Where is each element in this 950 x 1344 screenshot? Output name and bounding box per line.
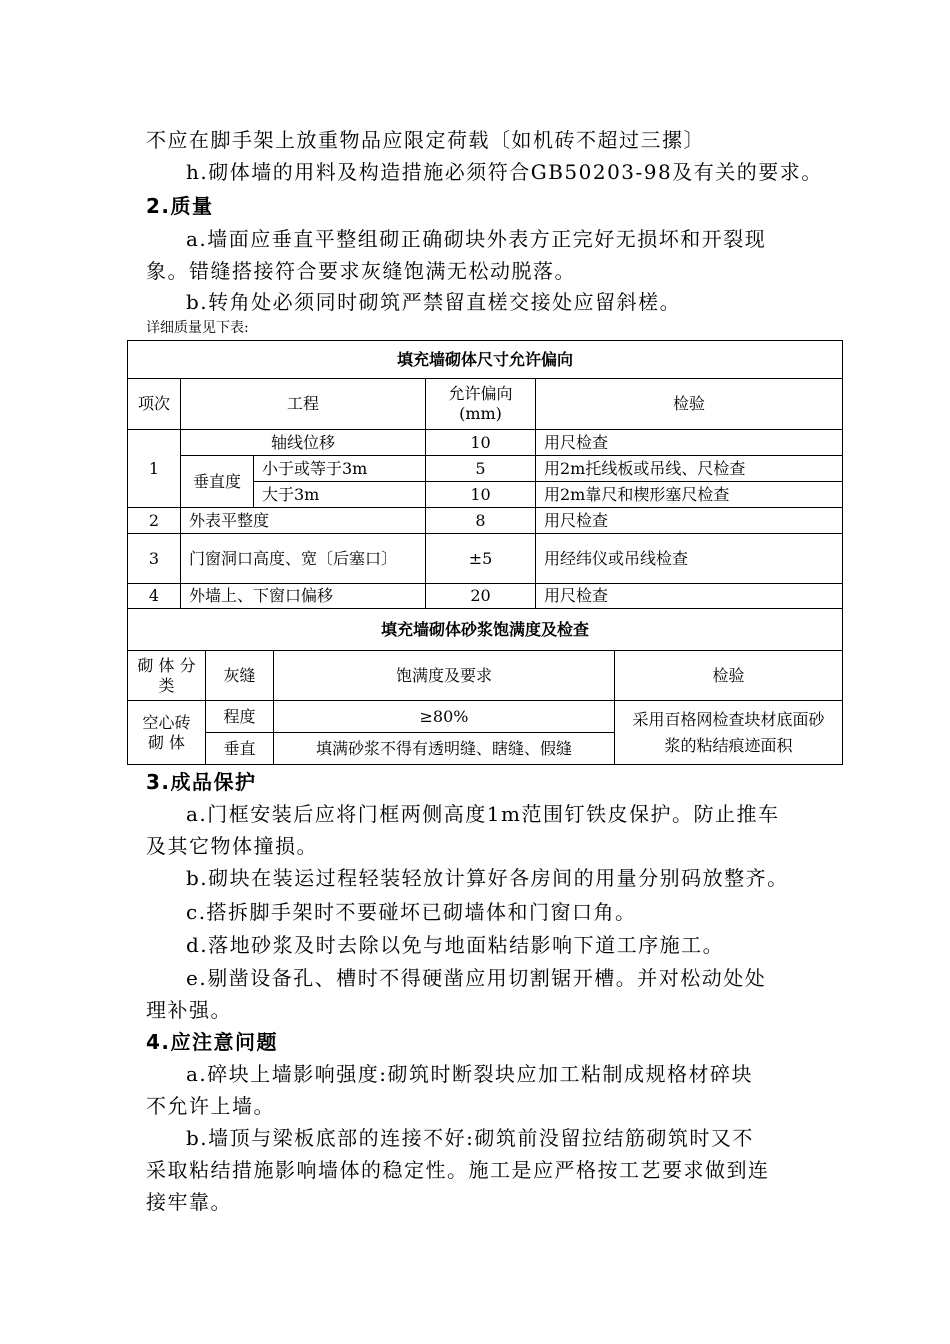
table-cell: ±5	[426, 534, 536, 584]
table-cell: 用2m托线板或吊线、尺检查	[536, 456, 843, 482]
table-cell: 外表平整度	[181, 508, 426, 534]
table-cell: 垂直	[206, 733, 274, 765]
table-cell: 10	[426, 482, 536, 508]
section-heading: 2.质量	[146, 194, 214, 218]
header-cell: 检验	[536, 379, 843, 430]
paragraph: a.门框安装后应将门框两侧高度1m范围钉铁皮保护。防止推车	[186, 802, 780, 826]
mortar-table	[127, 608, 843, 765]
table-cell: 垂直度	[181, 456, 254, 508]
paragraph: b.转角处必须同时砌筑严禁留直槎交接处应留斜槎。	[186, 290, 682, 314]
paragraph: 理补强。	[146, 998, 232, 1022]
table-title: 填充墙砌体尺寸允许偏向	[128, 341, 843, 379]
paragraph: b.砌块在装运过程轻装轻放计算好各房间的用量分别码放整齐。	[186, 866, 789, 890]
paragraph: e.剔凿设备孔、槽时不得硬凿应用切割锯开槽。并对松动处处	[186, 966, 767, 990]
table-cell: 空心砖 砌 体	[128, 701, 206, 765]
header-cell: 允许偏向(mm)	[426, 379, 536, 430]
paragraph: 象。错缝搭接符合要求灰缝饱满无松动脱落。	[146, 259, 576, 283]
section-heading: 3.成品保护	[146, 770, 257, 794]
table-cell: 填满砂浆不得有透明缝、瞎缝、假缝	[274, 733, 615, 765]
table-cell: 20	[426, 584, 536, 609]
paragraph: c.搭拆脚手架时不要碰坏已砌墙体和门窗口角。	[186, 900, 637, 924]
table-cell: 4	[128, 584, 181, 609]
table-cell: 门窗洞口高度、宽〔后塞口〕	[181, 534, 426, 584]
header-cell: 检验	[615, 651, 843, 701]
table-cell: 2	[128, 508, 181, 534]
table-cell: 外墙上、下窗口偏移	[181, 584, 426, 609]
table-cell: 3	[128, 534, 181, 584]
table-cell: 用尺检查	[536, 508, 843, 534]
paragraph: a.碎块上墙影响强度:砌筑时断裂块应加工粘制成规格材碎块	[186, 1062, 754, 1086]
table-cell: 用经纬仪或吊线检查	[536, 534, 843, 584]
paragraph: 不应在脚手架上放重物品应限定荷载〔如机砖不超过三摞〕	[146, 128, 705, 152]
header-cell: 工程	[181, 379, 426, 430]
table-cell: 用2m靠尺和楔形塞尺检查	[536, 482, 843, 508]
paragraph: 接牢靠。	[146, 1190, 232, 1214]
header-cell: 砌 体 分 类	[128, 651, 206, 701]
paragraph: b.墙顶与梁板底部的连接不好:砌筑前没留拉结筋砌筑时又不	[186, 1126, 754, 1150]
paragraph: d.落地砂浆及时去除以免与地面粘结影响下道工序施工。	[186, 933, 725, 957]
table-cell: 大于3m	[254, 482, 426, 508]
table-cell: 程度	[206, 701, 274, 733]
table-cell: ≥80%	[274, 701, 615, 733]
paragraph: h.砌体墙的用料及构造措施必须符合GB50203-98及有关的要求。	[186, 160, 823, 184]
table-cell: 采用百格网检查块材底面砂浆的粘结痕迹面积	[615, 701, 843, 765]
paragraph: a.墙面应垂直平整组砌正确砌块外表方正完好无损坏和开裂现	[186, 227, 767, 251]
header-cell: 饱满度及要求	[274, 651, 615, 701]
table-cell: 用尺检查	[536, 430, 843, 456]
table-cell: 用尺检查	[536, 584, 843, 609]
section-heading: 4.应注意问题	[146, 1030, 279, 1054]
paragraph: 不允许上墙。	[146, 1094, 275, 1118]
table-cell: 5	[426, 456, 536, 482]
table-cell: 1	[128, 430, 181, 508]
paragraph: 采取粘结措施影响墙体的稳定性。施工是应严格按工艺要求做到连	[146, 1158, 770, 1182]
table-cell: 8	[426, 508, 536, 534]
table-title: 填充墙砌体砂浆饱满度及检查	[128, 609, 843, 651]
tolerance-table	[127, 340, 843, 609]
table-cell: 10	[426, 430, 536, 456]
table-cell: 小于或等于3m	[254, 456, 426, 482]
table-note: 详细质量见下表:	[146, 320, 249, 336]
header-cell: 灰缝	[206, 651, 274, 701]
table-cell: 轴线位移	[181, 430, 426, 456]
header-cell: 项次	[128, 379, 181, 430]
paragraph: 及其它物体撞损。	[146, 834, 318, 858]
